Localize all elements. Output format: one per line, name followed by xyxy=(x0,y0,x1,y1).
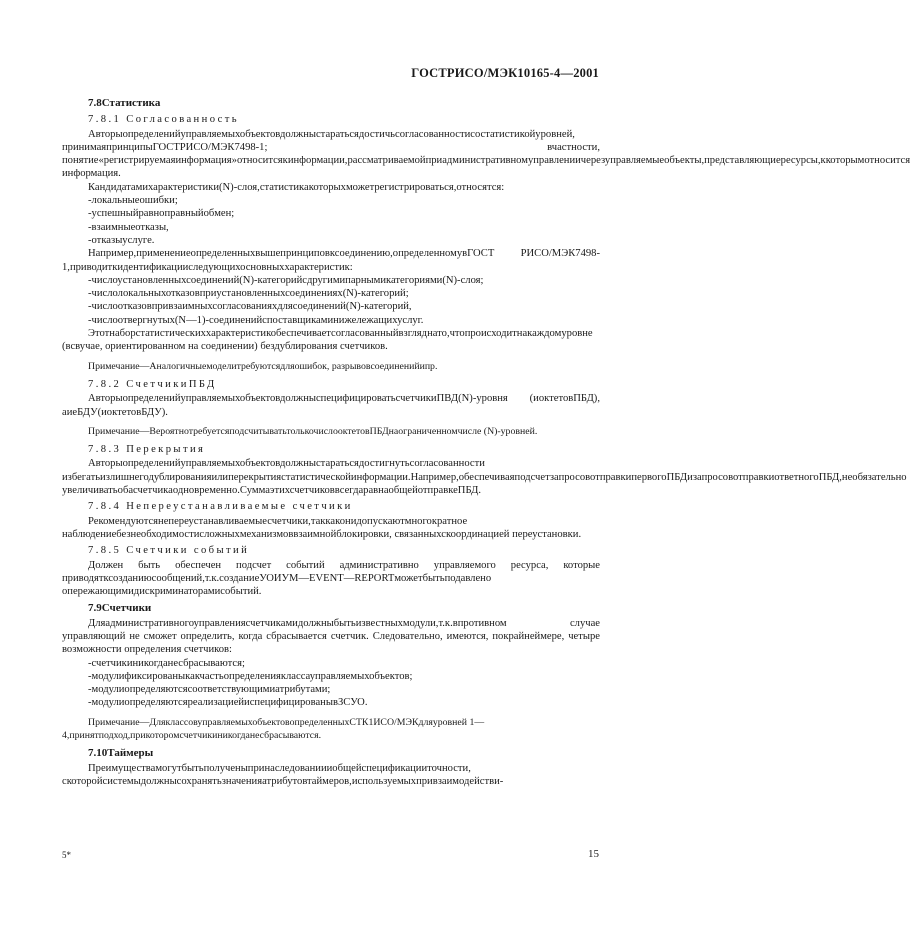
paragraph: Преимуществамогутбытьполученыпринаследованиииобщейспецификацииточности, скоторойсистемыдолжнысохранятьзначенияатрибутовтаймеров,используемыхпривзаимодействи- xyxy=(62,762,504,787)
list-item: -модулиопределяютсясоответствующимиатрибутами; xyxy=(88,684,331,696)
subsection-title-7-8-4: 7.8.4 Непереустанавливаемые счетчики xyxy=(88,501,353,513)
note: Примечание—ВероятнотребуетсяподсчитыватьтолькочислооктетовПБДнаограниченномчисле (N)-уровней. xyxy=(88,425,538,437)
subsection-title-7-8-1: 7.8.1 Согласованность xyxy=(88,114,240,126)
paragraph: Авторыопределенийуправляемыхобъектовдолжныстаратьсядостигнутьсогласованности избегатьизлишнегодублированияилиперекрытиястатистическойинформации.Например,обеспечиваяподсчетзапросовотправкипервогоПБДизапросовотправкиответногоПБД,необязательно увеличиватьобасчетчикаодновременно.СуммаэтихсчетчиковвсегдаравнаобщейотправкеПБД. xyxy=(62,458,907,497)
paragraph: Авторыопределенийуправляемыхобъектовдолжныстаратьсядостичьсогласованностисостатистикойуровней, принимаяпринципыГОСТРИСО/МЭК7498-1; вчастности, понятие«регистрируемаяинформация»относитсякинформации,рассматриваемойприадминистративномуправлениичерезуправляемыеобъекты,представляющиересурсы,ккоторымотносится информация. xyxy=(62,128,910,180)
standard-header: ГОСТРИСО/МЭК10165-4—2001 xyxy=(411,66,599,80)
list-item: -модулиопределяютсяреализациейиспецифицированывЗСУО. xyxy=(88,697,368,709)
list-item: -модулификсированыкакчастьопределенияклассауправляемыхобъектов; xyxy=(88,670,413,682)
document-body xyxy=(62,97,910,788)
subsection-title-7-8-5: 7.8.5 Счетчики событий xyxy=(88,545,250,557)
paragraph: Например,применениеопределенныхвышепринциповксоединению,определенномувГОСТ РИСО/МЭК7498-1,приводиткидентификацииследующихосновныххарактеристик: xyxy=(62,248,600,273)
paragraph: Рекомендуютсянепереустанавливаемыесчетчики,таккаконидопускаютмногократное наблюдениебезнеобходимостисложныхмеханизмоввзаимнойблокировки, связанныхскоординацией переустановки. xyxy=(62,515,582,540)
section-title-7-8: 7.8Статистика xyxy=(88,97,161,109)
paragraph: Должен быть обеспечен подсчет событий административно управляемого ресурса, которые приводятксозданиюсообщений,т.к.созданиеУОИУМ—EVENT—REPORTможетбытьподавлено опережающимидискриминаторамисобытий. xyxy=(62,559,600,598)
paragraph: Дляадминистративногоуправлениясчетчикамидолжныбытьизвестныхмодули,т.к.впротивном случае управляющий не сможет определить, когда сбрасывается счетчик. Следовательно, имеются, покрайнеймере, четыре возможности определения счетчиков: xyxy=(62,617,600,656)
section-title-7-10: 7.10Таймеры xyxy=(88,747,154,760)
list-item: -локальныеошибки; xyxy=(88,195,178,207)
subsection-title-7-8-2: 7.8.2 СчетчикиПБД xyxy=(88,378,217,390)
list-item: -счетчикиникогданесбрасываются; xyxy=(88,657,245,669)
list-item: -отказыуслуге. xyxy=(88,234,155,246)
paragraph: Кандидатамихарактеристики(N)-слоя,статистикакоторыхможетрегистрироваться,относятся: xyxy=(88,181,505,193)
paragraph: Этотнаборстатистическиххарактеристикобеспечиваетсогласованныйвзгляднато,чтопроисходитнакаждомуровне (всвучае, ориентированном на соединении) бездублирования счетчиков. xyxy=(62,328,593,353)
subsection-title-7-8-3: 7.8.3 Перекрытия xyxy=(88,444,206,456)
list-item: -успешныйравноправныйобмен; xyxy=(88,208,235,220)
paragraph: АвторыопределенийуправляемыхобъектовдолжныспецифицироватьсчетчикиПВД(N)-уровня (иоктетовПБД), аиеБДУ(иоктетовБДУ). xyxy=(62,393,600,418)
list-item: -числолокальныхотказовприустановленныхсоединениях(N)-категорий; xyxy=(88,288,409,300)
footer-mark: 5* xyxy=(62,850,71,860)
page-number: 15 xyxy=(588,848,599,860)
list-item: -числоотказовпривзаимныхсогласованияхдлясоединений(N)-категорий, xyxy=(88,301,412,313)
list-item: -числоотвергнутых(N—1)-соединенийспоставщикаминижележащихуслуг. xyxy=(88,314,424,326)
list-item: -числоустановленныхсоединений(N)-категорийсдругимипарнымикатегориями(N)-слоя; xyxy=(88,274,484,286)
note: Примечание—ДляклассовуправляемыхобъектовопределенныхСТК1ИСО/МЭКдляуровней 1—4,принятподход,прикоторомсчетчикиникогданесбрасываются. xyxy=(62,716,485,742)
list-item: -взаимныеотказы, xyxy=(88,221,169,233)
section-title-7-9: 7.9Счетчики xyxy=(88,602,152,615)
note: Примечание—Аналогичныемоделитребуютсядляошибок, разрывовсоединенийипр. xyxy=(88,360,438,372)
